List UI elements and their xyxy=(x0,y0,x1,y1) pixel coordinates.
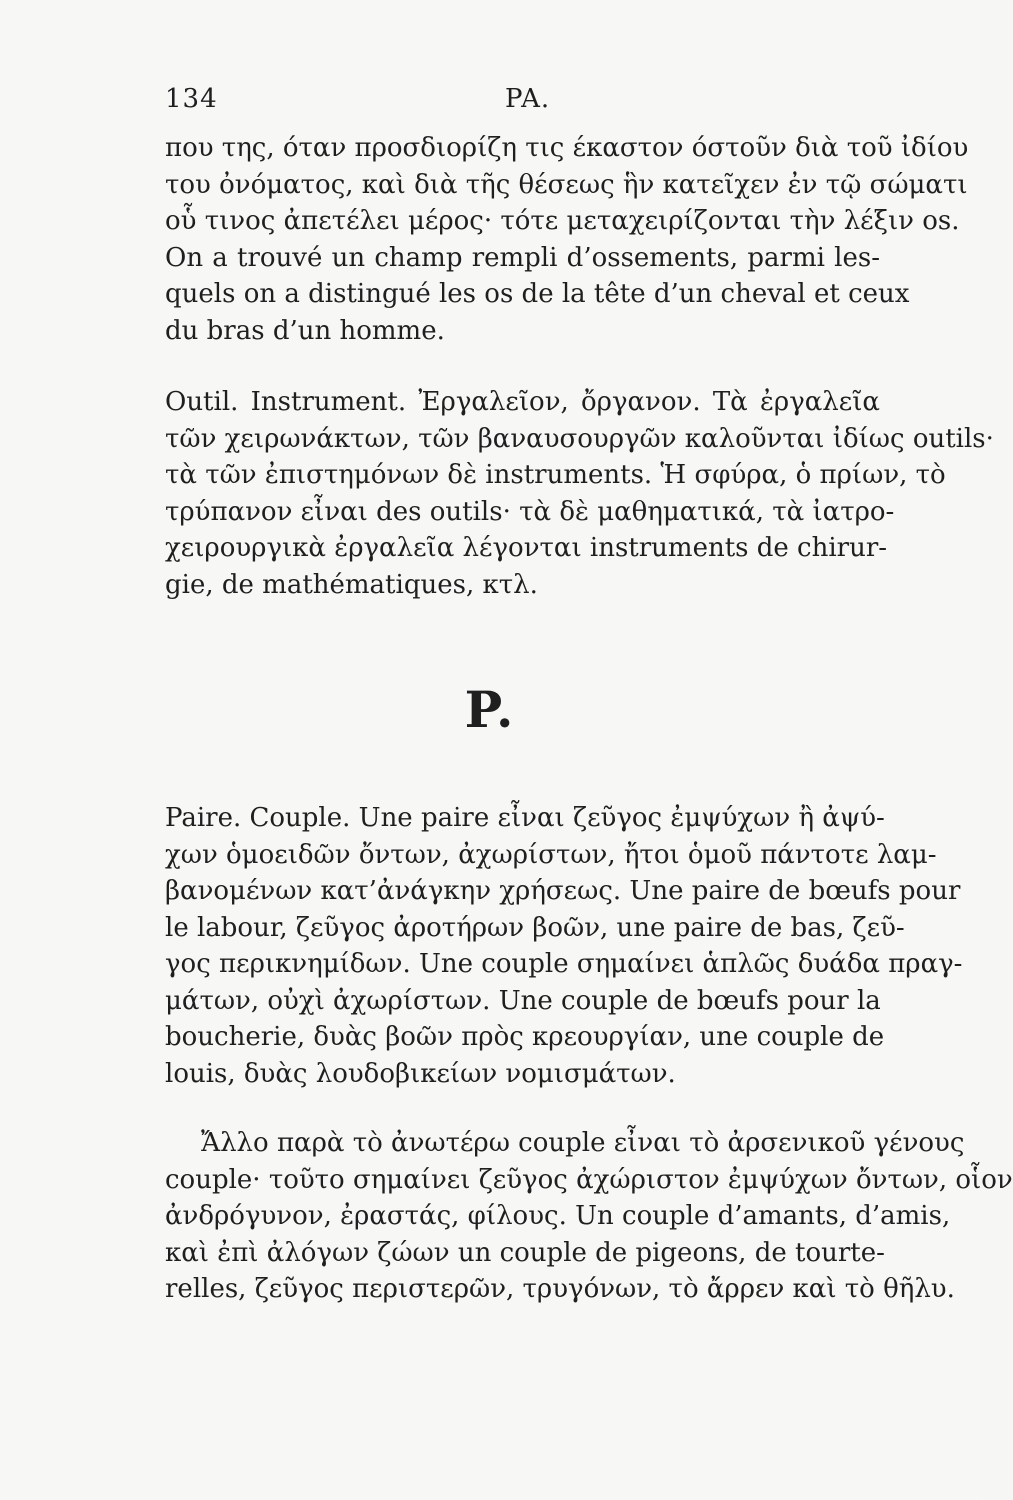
text-line: χων ὁμοειδῶν ὄντων, ἀχωρίστων, ἤτοι ὁμοῦ πάντοτε λαμ- xyxy=(165,839,937,870)
text-line: τῶν χειρωνάκτων, τῶν βαναυσουργῶν καλοῦνται ἰδίως outils· xyxy=(165,423,994,454)
text-line: τὰ τῶν ἐπιστημόνων δὲ instruments. Ἡ σφύρα, ὁ πρίων, τὸ xyxy=(165,460,946,490)
page-number: 134 xyxy=(165,84,218,114)
entry-paire-couple xyxy=(165,800,963,1092)
section-letter-heading: P. xyxy=(464,680,516,739)
text-line: couple· τοῦτο σημαίνει ζεῦγος ἀχώριστον ἐμψύχων ὄντων, οἷον xyxy=(165,1164,1013,1195)
text-line: quels on a distingué les os de la tête d’un cheval et ceux xyxy=(165,279,910,309)
page-header xyxy=(165,84,875,124)
text-line: On a trouvé un champ rempli d’ossements, parmi les- xyxy=(165,242,880,273)
text-line: τρύπανον εἶναι des outils· τὰ δὲ μαθηματικά, τὰ ἰατρο- xyxy=(165,496,895,527)
text-line: Outil. Instrument. Ἐργαλεῖον, ὄργανον. Τὰ ἐργαλεῖα xyxy=(165,387,880,417)
text-line: γος περικνημίδων. Une couple σημαίνει ἁπλῶς δυάδα πραγ- xyxy=(165,949,963,979)
text-line: le labour, ζεῦγος ἀροτήρων βοῶν, une paire de bas, ζεῦ- xyxy=(165,912,905,943)
text-line: louis, δυὰς λουδοβικείων νομισμάτων. xyxy=(165,1058,676,1089)
entry-couple-masculine xyxy=(165,1125,1013,1308)
entry-outil xyxy=(165,384,994,603)
text-line: του ὀνόματος, καὶ διὰ τῆς θέσεως ἣν κατεῖχεν ἐν τῷ σώματι xyxy=(165,169,968,200)
entry-os-continuation xyxy=(165,130,969,349)
text-line: Paire. Couple. Une paire εἶναι ζεῦγος ἐμψύχων ἢ ἀψύ- xyxy=(165,803,885,833)
text-line: gie, de mathématiques, κτλ. xyxy=(165,569,538,600)
running-head: PA. xyxy=(505,84,551,114)
text-line: μάτων, οὐχὶ ἀχωρίστων. Une couple de bœufs pour la xyxy=(165,985,881,1016)
text-line: du bras d’un homme. xyxy=(165,315,445,346)
text-line: οὗ τινος ἀπετέλει μέρος· τότε μεταχειρίζονται τὴν λέξιν os. xyxy=(165,206,960,236)
text-line: καὶ ἐπὶ ἀλόγων ζώων un couple de pigeons, de tourte- xyxy=(165,1237,885,1268)
text-line: relles, ζεῦγος περιστερῶν, τρυγόνων, τὸ ἄρρεν καὶ τὸ θῆλυ. xyxy=(165,1274,955,1304)
text-line: χειρουργικὰ ἐργαλεῖα λέγονται instruments de chirur- xyxy=(165,533,888,563)
text-line: που της, όταν προσδιορίζη τις έκαστον όστοῦν διὰ τοῦ ἰδίου xyxy=(165,133,969,163)
text-line: Ἄλλο παρὰ τὸ ἀνωτέρω couple εἶναι τὸ ἀρσενικοῦ γένους xyxy=(201,1128,965,1158)
text-line: βανομένων κατ’ἀνάγκην χρήσεως. Une paire de bœufs pour xyxy=(165,876,961,906)
text-line: boucherie, δυὰς βοῶν πρὸς κρεουργίαν, une couple de xyxy=(165,1022,885,1052)
text-line: ἀνδρόγυνον, ἐραστάς, φίλους. Un couple d’amants, d’amis, xyxy=(165,1201,951,1231)
